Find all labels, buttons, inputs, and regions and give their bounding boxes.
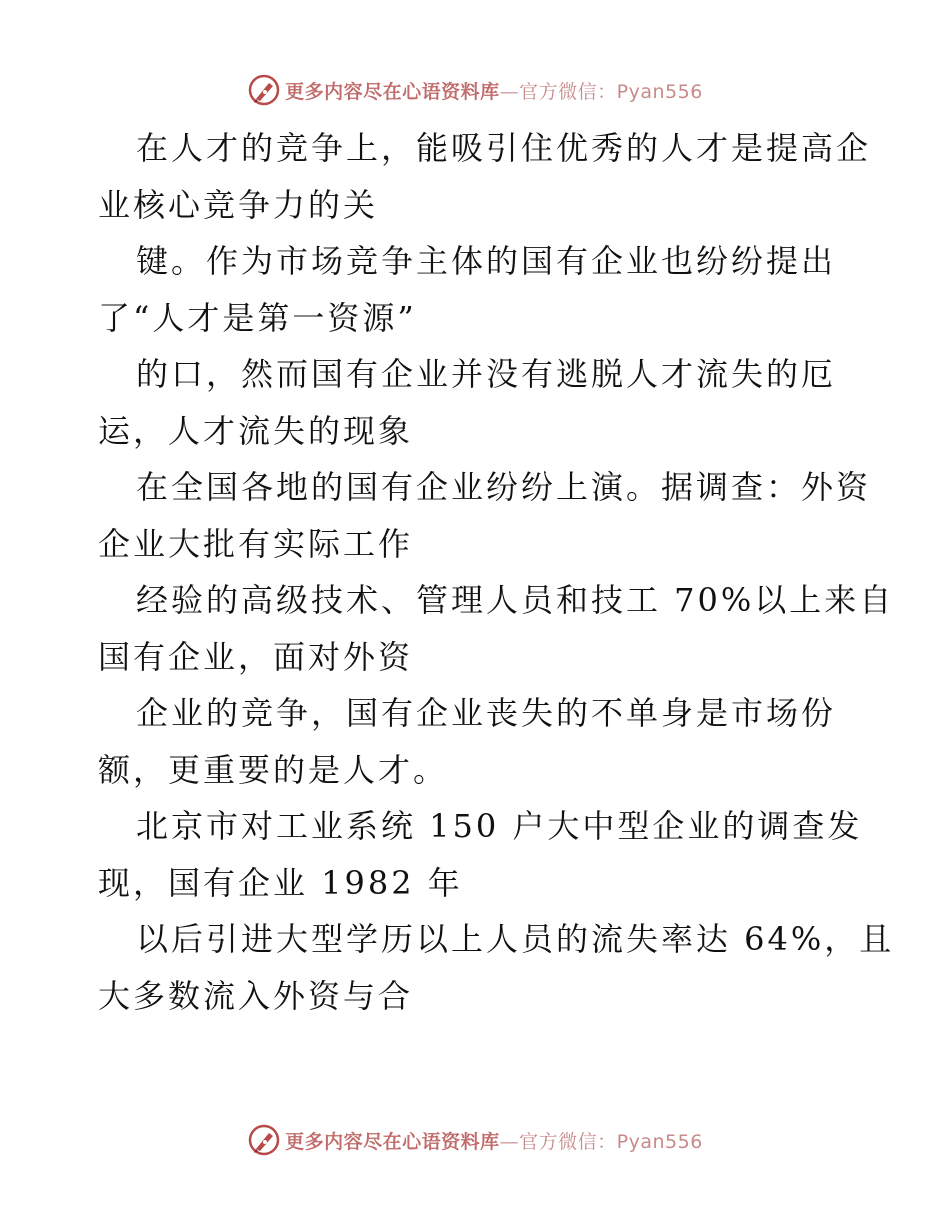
body-line: 在人才的竞争上，能吸引住优秀的人才是提高企 [136,129,872,167]
body-line: 国有企业，面对外资 [98,637,414,676]
footer-banner-text [285,1127,703,1154]
body-line: 运，人才流失的现象 [98,411,414,450]
body-line: 了“人才是第一资源” [98,298,417,337]
document-body [98,120,895,1024]
header-banner-contact: 官方微信：Pyan556 [519,80,703,103]
pen-logo-icon [247,1123,281,1157]
body-line: 在全国各地的国有企业纷纷上演。据调查：外资 [136,468,872,506]
footer-banner [0,1120,950,1160]
body-line: 大多数流入外资与合 [98,976,414,1015]
body-line: 以后引进大型学历以上人员的流失率达 64%，且 [136,920,895,958]
body-line: 的口，然而国有企业并没有逃脱人才流失的厄 [136,355,837,393]
body-line: 业核心竞争力的关 [98,185,379,224]
pen-logo-icon [247,73,281,107]
body-line: 北京市对工业系统 150 户大中型企业的调查发 [136,807,863,845]
body-line: 经验的高级技术、管理人员和技工 70%以上来自 [136,581,895,619]
footer-banner-separator: — [499,1130,520,1153]
header-banner [0,70,950,110]
body-line: 键。作为市场竞争主体的国有企业也纷纷提出 [136,242,837,280]
body-line: 企业大批有实际工作 [98,524,414,563]
body-line: 企业的竞争，国有企业丧失的不单身是市场份 [136,694,837,732]
header-banner-text [285,77,703,104]
body-line: 现，国有企业 1982 年 [98,863,463,902]
header-banner-site: 更多内容尽在心语资料库 [285,80,500,103]
header-banner-separator: — [499,80,520,103]
body-line: 额，更重要的是人才。 [98,750,449,789]
footer-banner-site: 更多内容尽在心语资料库 [285,1130,500,1153]
footer-banner-contact: 官方微信：Pyan556 [519,1130,703,1153]
